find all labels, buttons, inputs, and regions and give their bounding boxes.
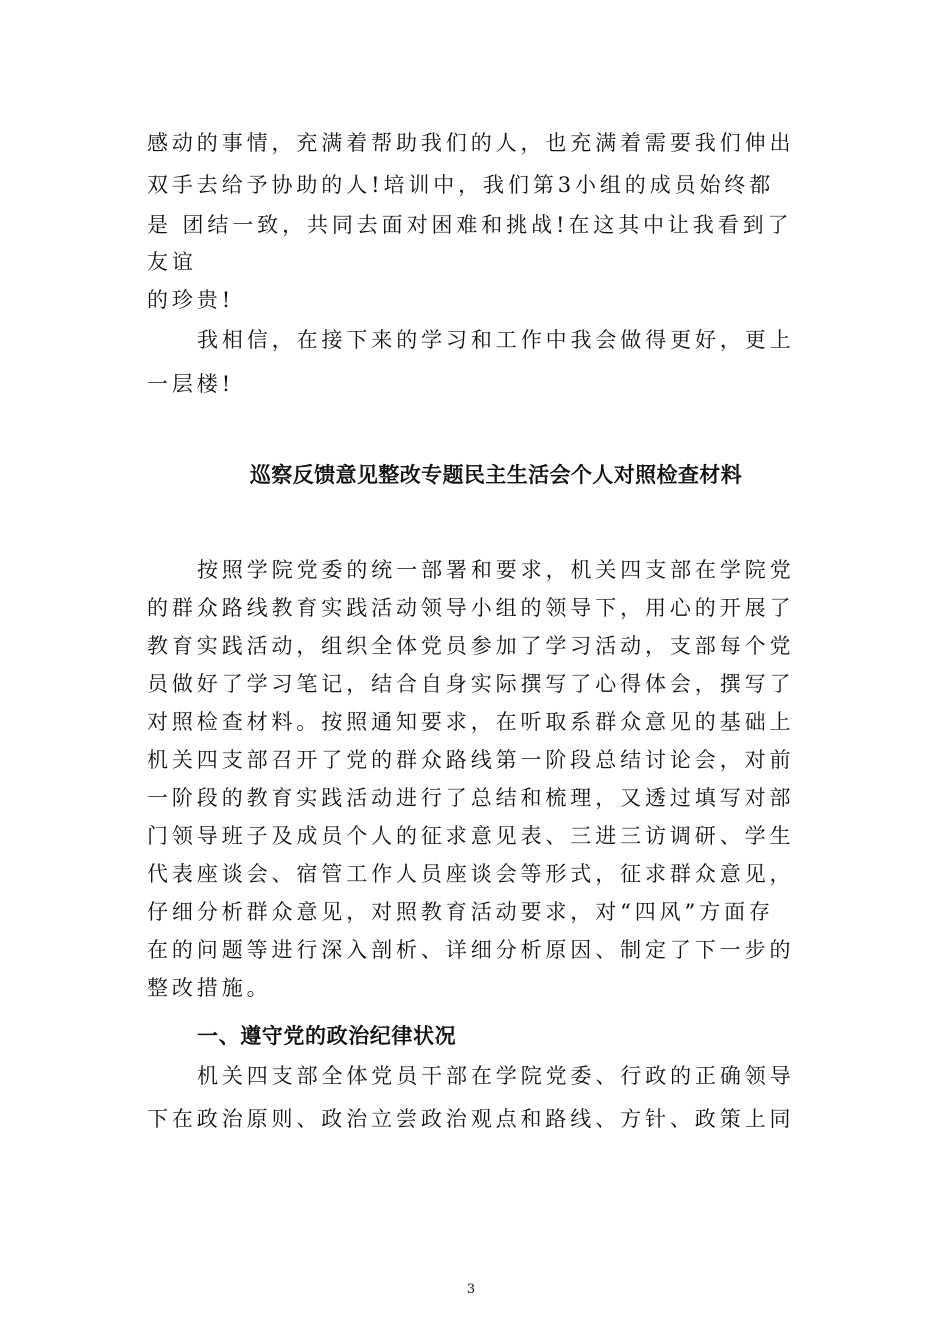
section-line-1: 机关四支部全体党员干部在学院党委、行政的正确领导 xyxy=(197,1064,795,1088)
intro-line-3: 是 团结一致，共同去面对困难和挑战!在这其中让我看到了 xyxy=(147,213,793,237)
document-title: 巡察反馈意见整改专题民主生活会个人对照检查材料 xyxy=(249,463,743,487)
intro-line-2: 双手去给予协助的人!培训中，我们第3小组的成员始终都 xyxy=(147,173,775,197)
section-heading: 一、遵守党的政治纪律状况 xyxy=(197,1024,457,1048)
body-line-6: 机关四支部召开了党的群众路线第一阶段总结讨论会，对前 xyxy=(147,748,795,772)
body-line-10: 仔细分析群众意见，对照教育活动要求，对“四风”方面存 xyxy=(147,900,774,924)
intro-line-5: 的珍贵! xyxy=(147,288,235,312)
closing-line-2: 一层楼! xyxy=(147,372,235,396)
body-line-2: 的群众路线教育实践活动领导小组的领导下，用心的开展了 xyxy=(147,596,795,620)
body-line-11: 在的问题等进行深入剖析、详细分析原因、制定了下一步的 xyxy=(147,938,795,962)
body-line-3: 教育实践活动，组织全体党员参加了学习活动，支部每个党 xyxy=(147,634,795,658)
intro-line-1: 感动的事情，充满着帮助我们的人，也充满着需要我们伸出 xyxy=(147,131,795,155)
body-line-8: 门领导班子及成员个人的征求意见表、三进三访调研、学生 xyxy=(147,824,795,848)
body-line-5: 对照检查材料。按照通知要求，在听取系群众意见的基础上 xyxy=(147,710,795,734)
page-number: 3 xyxy=(466,1282,476,1297)
body-line-9: 代表座谈会、宿管工作人员座谈会等形式，征求群众意见， xyxy=(147,862,795,886)
intro-line-4: 友谊 xyxy=(147,250,197,274)
closing-line-1: 我相信，在接下来的学习和工作中我会做得更好，更上 xyxy=(197,328,795,352)
body-line-12: 整改措施。 xyxy=(147,976,272,1000)
section-line-2: 下在政治原则、政治立尝政治观点和路线、方针、政策上同 xyxy=(147,1107,795,1131)
body-line-4: 员做好了学习笔记，结合自身实际撰写了心得体会，撰写了 xyxy=(147,672,795,696)
body-line-7: 一阶段的教育实践活动进行了总结和梳理，又透过填写对部 xyxy=(147,786,795,810)
body-line-1: 按照学院党委的统一部署和要求，机关四支部在学院党 xyxy=(197,558,795,582)
